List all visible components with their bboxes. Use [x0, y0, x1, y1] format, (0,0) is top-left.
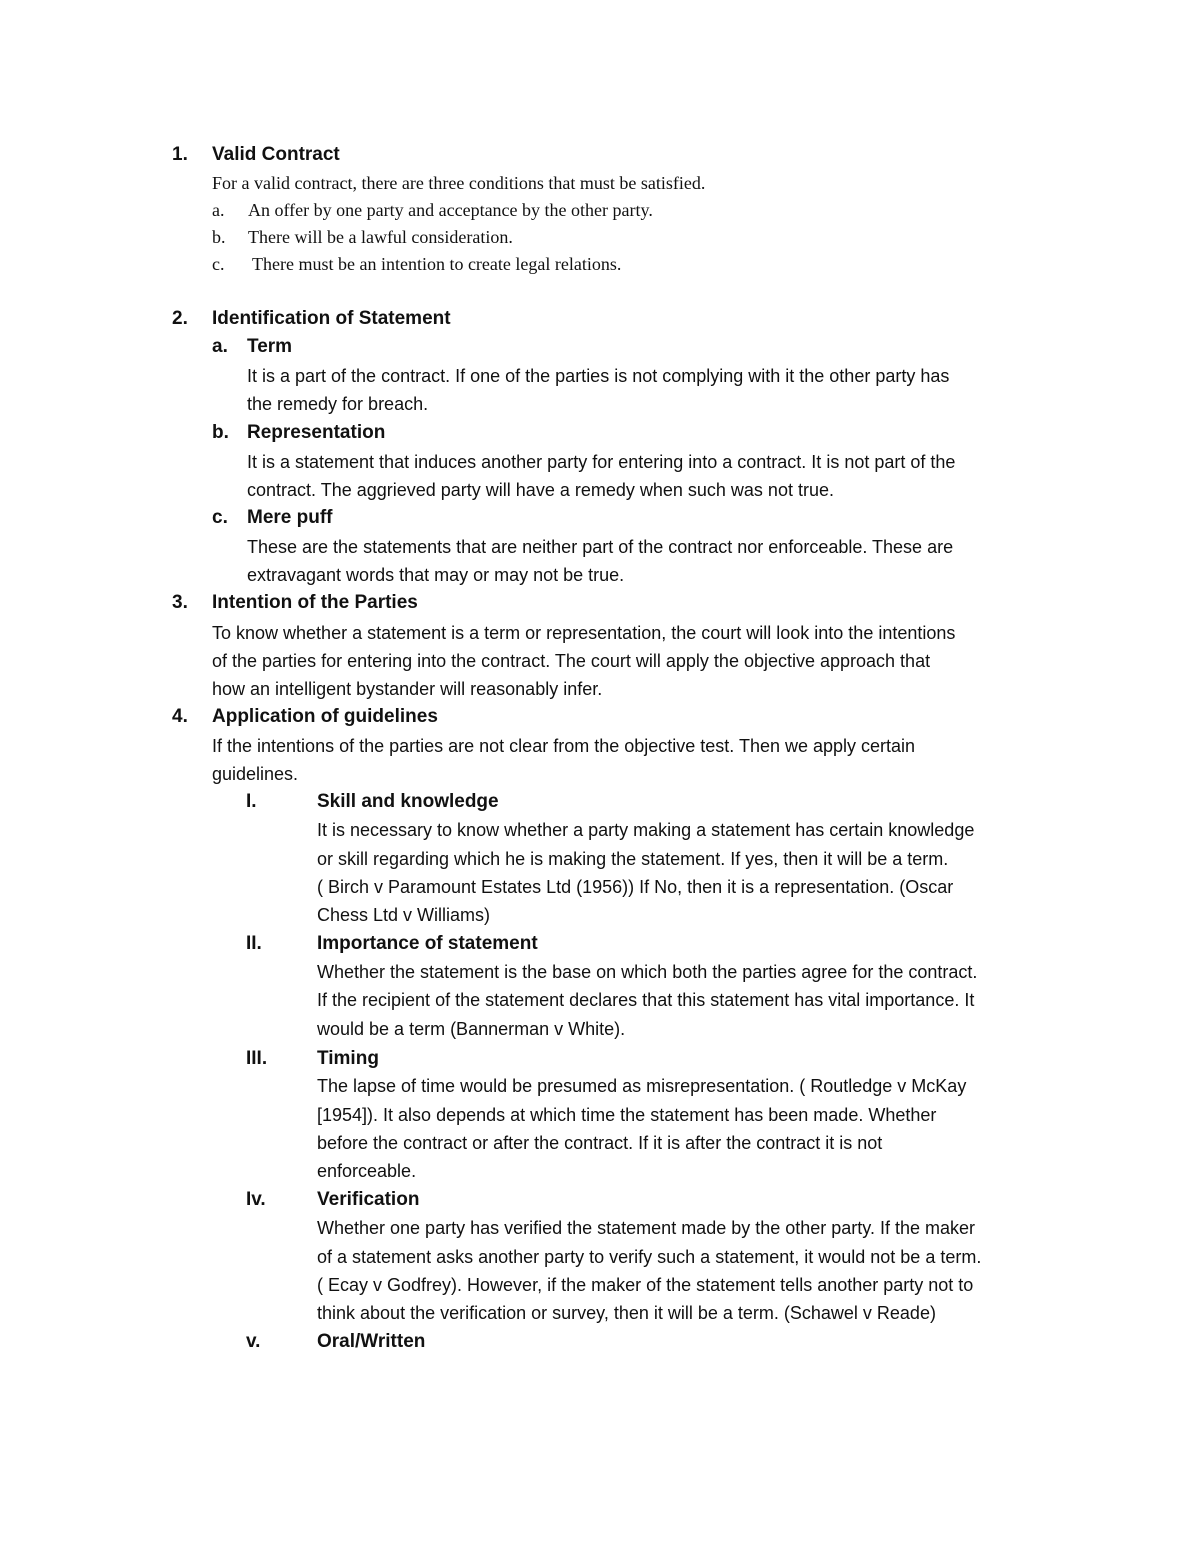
paragraph-line: the remedy for breach.	[247, 394, 429, 414]
guideline-marker: III.	[246, 1048, 268, 1069]
subsection-marker: c.	[212, 507, 228, 528]
paragraph-line: It is a part of the contract. If one of the parties is not complying with it the other party has	[247, 366, 950, 386]
paragraph-line: If the recipient of the statement declares that this statement has vital importance. It	[317, 990, 975, 1010]
paragraph-line: extravagant words that may or may not be true.	[247, 565, 625, 585]
subsection-marker: b.	[212, 422, 229, 443]
guideline-marker: v.	[246, 1331, 261, 1352]
guideline-heading: Importance of statement	[317, 933, 538, 954]
paragraph-line: These are the statements that are neither part of the contract nor enforceable. These are	[247, 537, 954, 557]
section-number: 4.	[172, 706, 188, 727]
section-number: 2.	[172, 308, 188, 329]
paragraph-line: before the contract or after the contract. If it is after the contract it is not	[317, 1133, 883, 1153]
guideline-heading: Skill and knowledge	[317, 791, 499, 812]
paragraph-line: [1954]). It also depends at which time the statement has been made. Whether	[317, 1105, 937, 1125]
paragraph-line: Whether one party has verified the statement made by the other party. If the maker	[317, 1218, 976, 1238]
list-marker: a.	[212, 200, 225, 220]
paragraph-line: of a statement asks another party to verify such a statement, it would not be a term.	[317, 1247, 982, 1267]
paragraph-line: Chess Ltd v Williams)	[317, 905, 491, 925]
list-marker: b.	[212, 227, 226, 247]
paragraph-line: To know whether a statement is a term or representation, the court will look into the intentions	[212, 623, 956, 643]
paragraph-line: contract. The aggrieved party will have a remedy when such was not true.	[247, 480, 834, 500]
guideline-heading: Verification	[317, 1189, 420, 1210]
paragraph-line: It is necessary to know whether a party making a statement has certain knowledge	[317, 820, 975, 840]
guideline-heading: Oral/Written	[317, 1331, 426, 1352]
guideline-heading: Timing	[317, 1048, 379, 1069]
subsection-marker: a.	[212, 336, 228, 357]
list-item: An offer by one party and acceptance by the other party.	[248, 200, 653, 220]
paragraph-line: of the parties for entering into the contract. The court will apply the objective approach that	[212, 651, 931, 671]
section-heading: Application of guidelines	[212, 706, 438, 727]
list-marker: c.	[212, 254, 225, 274]
subsection-heading: Representation	[247, 422, 386, 443]
paragraph-line: would be a term (Bannerman v White).	[317, 1019, 626, 1039]
list-item: There must be an intention to create legal relations.	[252, 254, 622, 274]
paragraph-line: If the intentions of the parties are not clear from the objective test. Then we apply certain	[212, 736, 916, 756]
section-number: 1.	[172, 144, 188, 165]
paragraph-line: The lapse of time would be presumed as misrepresentation. ( Routledge v McKay	[317, 1076, 967, 1096]
section-heading: Valid Contract	[212, 144, 340, 165]
section-heading: Identification of Statement	[212, 308, 451, 329]
paragraph-line: how an intelligent bystander will reasonably infer.	[212, 679, 603, 699]
section-intro: For a valid contract, there are three conditions that must be satisfied.	[212, 173, 706, 193]
paragraph-line: enforceable.	[317, 1161, 417, 1181]
guideline-marker: II.	[246, 933, 262, 954]
paragraph-line: ( Birch v Paramount Estates Ltd (1956)) If No, then it is a representation. (Oscar	[317, 877, 954, 897]
section-heading: Intention of the Parties	[212, 592, 418, 613]
section-number: 3.	[172, 592, 188, 613]
paragraph-line: ( Ecay v Godfrey). However, if the maker of the statement tells another party not to	[317, 1275, 974, 1295]
paragraph-line: Whether the statement is the base on which both the parties agree for the contract.	[317, 962, 978, 982]
list-item: There will be a lawful consideration.	[248, 227, 513, 247]
guideline-marker: I.	[246, 791, 257, 812]
subsection-heading: Mere puff	[247, 507, 333, 528]
paragraph-line: think about the verification or survey, then it will be a term. (Schawel v Reade)	[317, 1303, 936, 1323]
paragraph-line: guidelines.	[212, 764, 299, 784]
paragraph-line: or skill regarding which he is making the statement. If yes, then it will be a term.	[317, 849, 949, 869]
subsection-heading: Term	[247, 336, 293, 357]
paragraph-line: It is a statement that induces another party for entering into a contract. It is not part of the	[247, 452, 956, 472]
guideline-marker: Iv.	[246, 1189, 266, 1210]
